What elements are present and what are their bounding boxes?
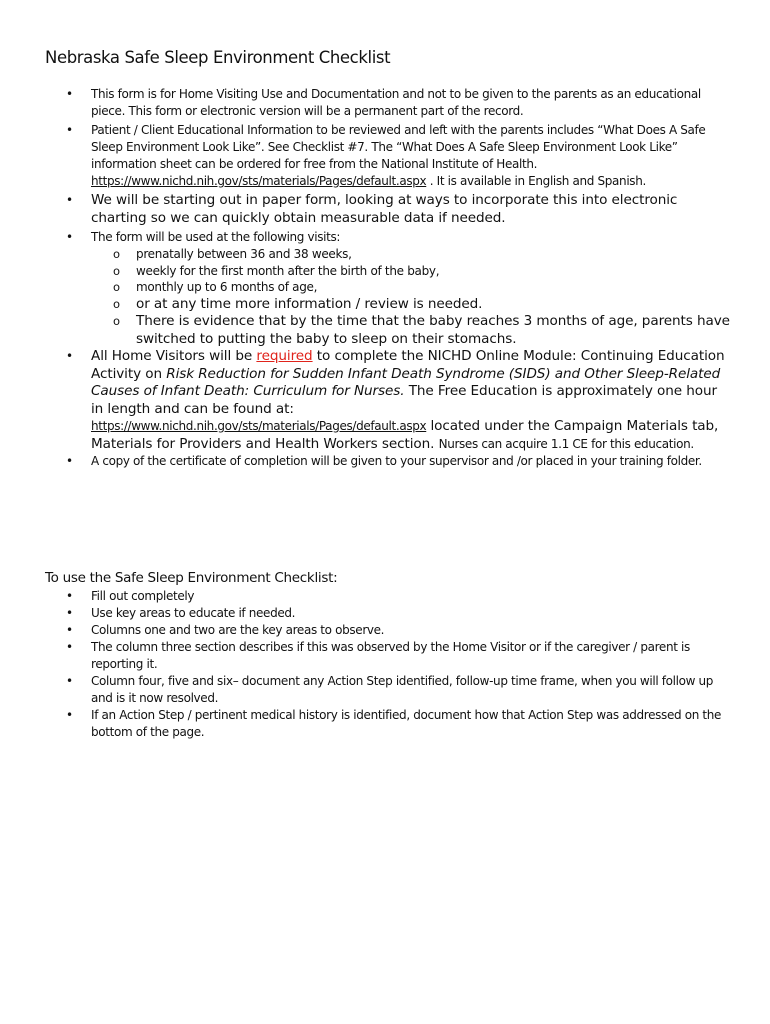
item-text: Patient / Client Educational Information to be reviewed and left with the parents includes “What Does A Safe Sleep Environment Look Like”. See Checklist #7. The “What Does A Safe Sleep Environment Look Like” information sheet can be ordered for free from the National Institute of Health.: [91, 123, 706, 171]
sub-list-item: o or at any time more information / review is needed.: [91, 296, 730, 314]
sub-list-item: o weekly for the first month after the birth of the baby,: [91, 263, 730, 280]
sub-list-item: o monthly up to 6 months of age,: [91, 279, 730, 296]
sub-list-item: o prenatally between 36 and 38 weeks,: [91, 246, 730, 263]
item-text: . It is available in English and Spanish.: [426, 174, 646, 188]
list-item: • We will be starting out in paper form, looking at ways to incorporate this into electronic charting so we can quickly obtain measurable data if needed.: [0, 192, 770, 227]
list-item: [0, 122, 770, 190]
section-heading: To use the Safe Sleep Environment Checklist:: [45, 570, 338, 586]
item-text: Nurses can acquire 1.1 CE for this education.: [438, 436, 694, 451]
required-text: required: [256, 348, 313, 364]
visits-sublist: [91, 246, 730, 348]
item-text: All Home Visitors will be: [91, 348, 257, 364]
list-item: • A copy of the certificate of completion will be given to your supervisor and /or placed in your training folder.: [0, 453, 770, 470]
usage-list: [0, 588, 770, 741]
sub-list-item: o There is evidence that by the time that the baby reaches 3 months of age, parents have switched to putting the baby to sleep on their stomachs.: [91, 313, 730, 348]
item-text: to complete the NICHD Online Module: Continuing Education Activity on: [91, 348, 725, 382]
list-item: • Use key areas to educate if needed.: [0, 605, 770, 622]
list-item: • The column three section describes if this was observed by the Home Visitor or if the caregiver / parent is reporting it.: [0, 639, 770, 673]
list-item: • Columns one and two are the key areas to observe.: [0, 622, 770, 639]
instructions-list: [0, 86, 770, 470]
item-text: The Free Education is approximately one hour in length and can be found at:: [91, 383, 717, 417]
list-item: • If an Action Step / pertinent medical history is identified, document how that Action Step was addressed on the bottom of the page.: [0, 707, 770, 741]
nichd-materials-link[interactable]: https://www.nichd.nih.gov/sts/materials/Pages/default.aspx: [91, 174, 427, 188]
list-item: [0, 229, 770, 348]
list-item: • Fill out completely: [0, 588, 770, 605]
item-text: The form will be used at the following visits:: [91, 230, 341, 244]
list-item: [0, 348, 770, 453]
course-title: Risk Reduction for Sudden Infant Death Syndrome (SIDS) and Other Sleep-Related Causes of Infant Death: Curriculum for Nurses.: [91, 365, 721, 399]
item-text: located under the Campaign Materials tab, Materials for Providers and Health Workers section.: [91, 418, 719, 452]
list-item: • This form is for Home Visiting Use and Documentation and not to be given to the parents as an educational piece. This form or electronic version will be a permanent part of the record.: [0, 86, 770, 120]
list-item: • Column four, five and six– document any Action Step identified, follow-up time frame, when you will follow up and is it now resolved.: [0, 673, 770, 707]
nichd-module-link[interactable]: https://www.nichd.nih.gov/sts/materials/Pages/default.aspx: [91, 419, 427, 433]
page-title: Nebraska Safe Sleep Environment Checklist: [45, 48, 391, 67]
